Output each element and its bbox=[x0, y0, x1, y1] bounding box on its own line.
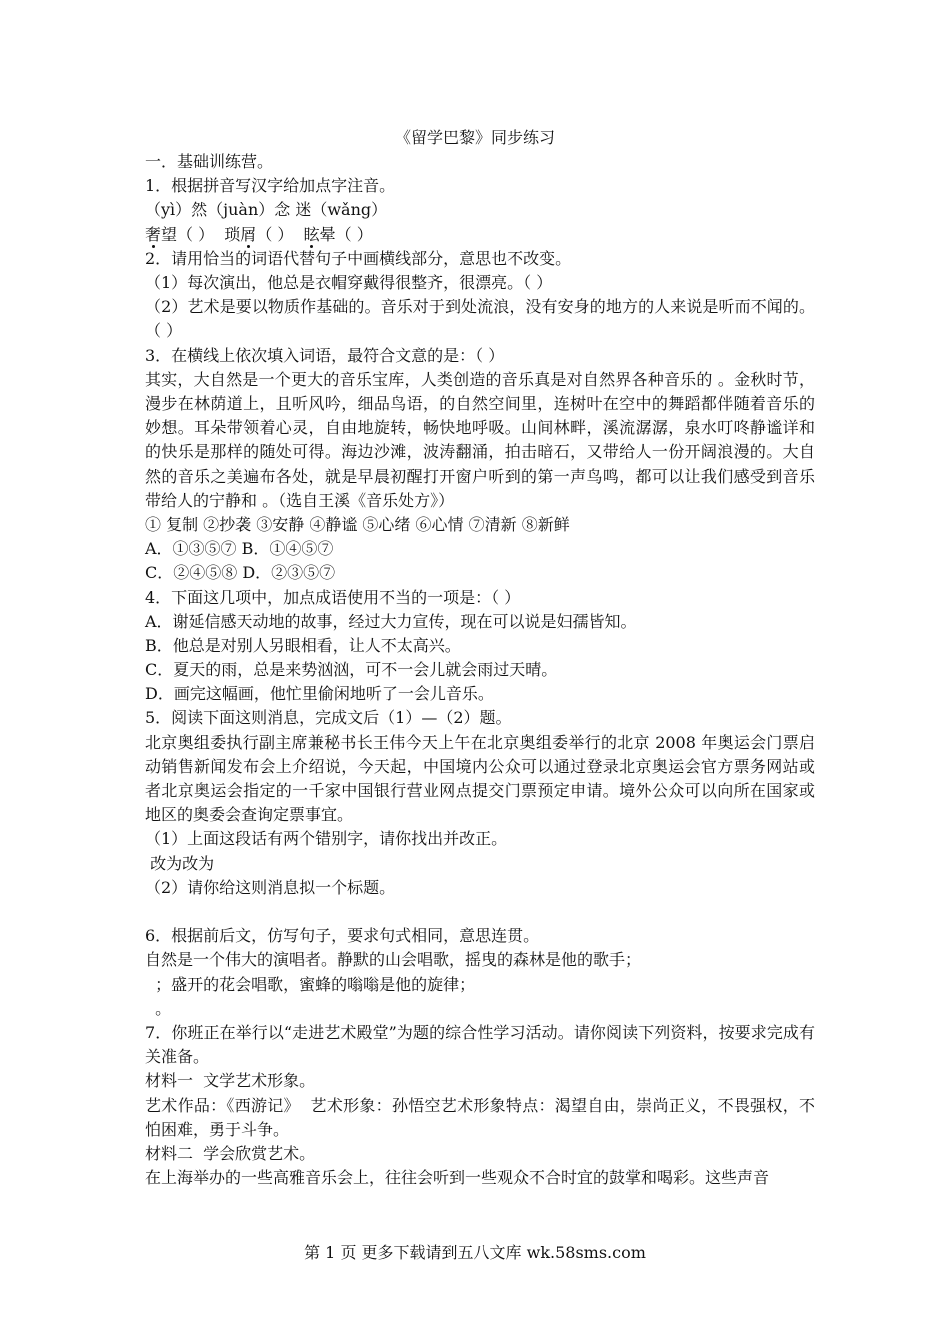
question-3: 3．在横线上依次填入词语，最符合文意的是：（ ） bbox=[145, 345, 505, 365]
question-5-1: （1）上面这段话有两个错别字，请你找出并改正。 bbox=[145, 829, 508, 849]
pinyin-line: （yì）然（juàn）念 迷（wǎng） bbox=[145, 200, 388, 220]
dotted-char: 奢 bbox=[145, 224, 162, 244]
question-2: 2．请用恰当的词语代替句子中画横线部分，意思也不改变。 bbox=[145, 248, 572, 268]
question-6-blank-1: ；盛开的花会唱歌，蜜蜂的嗡嗡是他的旋律； bbox=[145, 974, 476, 994]
question-2-1: （1）每次演出，他总是衣帽穿戴得很整齐，很漂亮。（ ） bbox=[145, 272, 553, 292]
blank-line bbox=[145, 900, 815, 924]
question-6-sample: 自然是一个伟大的演唱者。静默的山会唱歌，摇曳的森林是他的歌手； bbox=[145, 950, 642, 970]
question-5: 5．阅读下面这则消息，完成文后（1）—（2）题。 bbox=[145, 708, 512, 728]
question-4: 4．下面这几项中，加点成语使用不当的一项是：（ ） bbox=[145, 587, 521, 607]
question-4-choice-c: C．夏天的雨，总是来势汹汹，可不一会儿就会雨过天晴。 bbox=[145, 660, 558, 680]
question-7: 7．你班正在举行以“走进艺术殿堂”为题的综合性学习活动。请你阅读下列资料，按要求完成有关准备。 bbox=[145, 1022, 815, 1067]
question-5-1-answer: 改为改为 bbox=[145, 853, 215, 873]
dotted-char: 屑 bbox=[240, 224, 257, 244]
question-1: 1．根据拼音写汉字给加点字注音。 bbox=[145, 176, 396, 196]
question-5-2: （2）请你给这则消息拟一个标题。 bbox=[145, 877, 396, 897]
question-6-blank-2: 。 bbox=[145, 998, 172, 1018]
question-2-2: （2）艺术是要以物质作基础的。音乐对于到处流浪，没有安身的地方的人来说是听而不闻的。（ ） bbox=[145, 297, 815, 341]
material-1-content: 艺术作品：《西游记》 艺术形象：孙悟空艺术形象特点：渴望自由，崇尚正义，不畏强权，不怕困难，勇于斗争。 bbox=[145, 1095, 815, 1139]
material-2-heading: 材料二 学会欣赏艺术。 bbox=[145, 1143, 316, 1163]
question-3-choice-cd: C．②④⑤⑧ D．②③⑤⑦ bbox=[145, 563, 336, 583]
dotted-word-3: 眩晕（ ） bbox=[303, 224, 373, 244]
dotted-chars-line bbox=[145, 223, 815, 247]
question-4-choice-d: D．画完这幅画，他忙里偷闲地听了一会儿音乐。 bbox=[145, 684, 494, 704]
document-body bbox=[145, 150, 815, 1190]
question-4-choice-b: B．他总是对别人另眼相看，让人不太高兴。 bbox=[145, 635, 461, 655]
material-1-heading: 材料一 文学艺术形象。 bbox=[145, 1071, 316, 1091]
document-title: 《留学巴黎》同步练习 bbox=[394, 128, 555, 147]
dotted-word-2: 琐屑（ ） bbox=[219, 224, 294, 244]
section-heading: 一．基础训练营。 bbox=[145, 152, 274, 171]
question-3-passage: 其实，大自然是一个更大的音乐宝库，人类创造的音乐真是对自然界各种音乐的 。金秋时节，漫步在林荫道上，且听风吟，细品鸟语，的自然空间里，连树叶在空中的舞蹈都伴随着音乐的妙想。耳朵带领着心灵，自由地旋转，畅快地呼吸。山间林畔，溪流潺潺，泉水叮咚静谧详和的快乐是那样的随处可得。海边沙滩，波涛翻涌，拍击暗石，又带给人一份开阔浪漫的。大自然的音乐之美遍布各处，就是早晨初醒打开窗户听到的第一声鸟鸣，都可以让我们感受到音乐带给人的宁静和 。（选自王溪《音乐处方》） bbox=[145, 369, 815, 510]
question-3-choice-ab: A．①③⑤⑦ B．①④⑤⑦ bbox=[145, 539, 334, 559]
dotted-word-1 bbox=[145, 225, 214, 244]
question-4-choice-a: A．谢延信感天动地的故事，经过大力宣传，现在可以说是妇孺皆知。 bbox=[145, 611, 637, 631]
question-5-news: 北京奥组委执行副主席兼秘书长王伟今天上午在北京奥组委举行的北京 2008 年奥运会门票启动销售新闻发布会上介绍说，今天起，中国境内公众可以通过登录北京奥运会官方票务网站或者北京奥运会指定的一千家中国银行营业网点提交门票预定申请。境外公众可以向所在国家或地区的奥委会查询定票事宜。 bbox=[145, 732, 815, 825]
question-3-options: ① 复制 ②抄袭 ③安静 ④静谧 ⑤心绪 ⑥心情 ⑦清新 ⑧新鲜 bbox=[145, 514, 570, 534]
page-footer: 第 1 页 更多下载请到五八文库 wk.58sms.com bbox=[304, 1243, 646, 1262]
material-2-content: 在上海举办的一些高雅音乐会上，往往会听到一些观众不合时宜的鼓掌和喝彩。这些声音 bbox=[145, 1168, 770, 1188]
dotted-word-rest: 望（ ） bbox=[161, 224, 215, 244]
dotted-char: 眩 bbox=[303, 224, 320, 244]
question-6: 6．根据前后文，仿写句子，要求句式相同，意思连贯。 bbox=[145, 926, 540, 946]
